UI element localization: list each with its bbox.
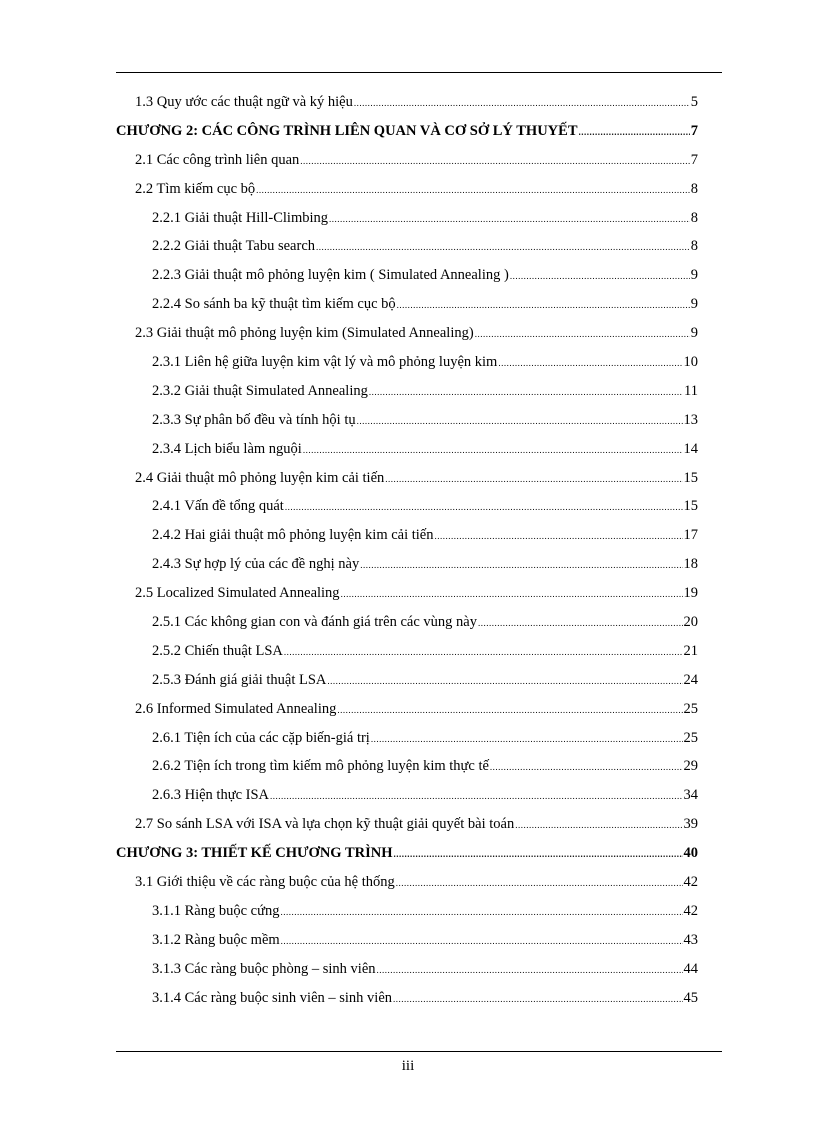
- toc-entry-page: 8: [690, 209, 698, 226]
- toc-entry-page: 10: [683, 354, 698, 371]
- toc-entry-page: 7: [690, 122, 698, 139]
- toc-leader-dots: [515, 820, 682, 830]
- toc-entry-page: 42: [683, 902, 698, 919]
- toc-leader-dots: [385, 474, 682, 484]
- toc-entry-page: 19: [683, 585, 698, 602]
- toc-entry[interactable]: [116, 816, 698, 845]
- toc-entry-page: 21: [683, 642, 698, 659]
- toc-leader-dots: [316, 242, 690, 252]
- toc-entry-title: CHƯƠNG 3: THIẾT KẾ CHƯƠNG TRÌNH: [116, 845, 393, 862]
- toc-entry-page: 25: [683, 729, 698, 746]
- toc-entry-title: 2.2.3 Giải thuật mô phỏng luyện kim ( Simulated Annealing ): [152, 267, 509, 284]
- header-rule: [116, 72, 722, 73]
- page-number: iii: [401, 1058, 415, 1074]
- toc-entry[interactable]: [116, 556, 698, 585]
- toc-entry[interactable]: [116, 961, 698, 990]
- toc-leader-dots: [579, 127, 690, 137]
- toc-entry-title: 2.2.4 So sánh ba kỹ thuật tìm kiếm cục bộ: [152, 296, 396, 313]
- toc-entry[interactable]: [116, 152, 698, 181]
- toc-entry-title: 2.3 Giải thuật mô phỏng luyện kim (Simulated Annealing): [135, 325, 474, 342]
- toc-leader-dots: [281, 936, 683, 946]
- toc-leader-dots: [396, 878, 683, 888]
- toc-entry-page: 42: [683, 874, 698, 891]
- toc-entry-title: 2.6.3 Hiện thực ISA: [152, 787, 269, 804]
- toc-entry-page: 18: [683, 556, 698, 573]
- toc-chapter-entry[interactable]: [116, 845, 698, 874]
- toc-entry-title: 2.7 So sánh LSA với ISA và lựa chọn kỹ thuật giải quyết bài toán: [135, 816, 515, 833]
- toc-leader-dots: [341, 589, 683, 599]
- toc-entry-page: 25: [683, 700, 698, 717]
- toc-leader-dots: [256, 185, 690, 195]
- toc-entry-page: 15: [683, 469, 698, 486]
- toc-entry[interactable]: [116, 412, 698, 441]
- toc-entry-title: 2.5.2 Chiến thuật LSA: [152, 642, 283, 659]
- toc-entry-title: 2.5.3 Đánh giá giải thuật LSA: [152, 671, 327, 688]
- toc-leader-dots: [369, 387, 683, 397]
- toc-entry-title: 3.1.4 Các ràng buộc sinh viên – sinh viên: [152, 989, 393, 1006]
- toc-entry-title: 2.5 Localized Simulated Annealing: [135, 585, 340, 602]
- toc-leader-dots: [478, 618, 683, 628]
- toc-entry-title: 2.2.2 Giải thuật Tabu search: [152, 238, 316, 255]
- toc-entry-title: CHƯƠNG 2: CÁC CÔNG TRÌNH LIÊN QUAN VÀ CƠ SỞ LÝ THUYẾT: [116, 122, 578, 139]
- toc-leader-dots: [435, 531, 683, 541]
- toc-entry-title: 2.4 Giải thuật mô phỏng luyện kim cải tiến: [135, 469, 385, 486]
- toc-entry[interactable]: [116, 296, 698, 325]
- toc-entry-title: 3.1.3 Các ràng buộc phòng – sinh viên: [152, 960, 376, 977]
- toc-entry[interactable]: [116, 441, 698, 470]
- toc-entry[interactable]: [116, 354, 698, 383]
- toc-entry[interactable]: [116, 181, 698, 210]
- toc-entry-page: 45: [683, 989, 698, 1006]
- footer-rule: [116, 1051, 722, 1052]
- toc-entry[interactable]: [116, 990, 698, 1019]
- toc-entry[interactable]: [116, 874, 698, 903]
- toc-entry-page: 7: [690, 151, 698, 168]
- toc-leader-dots: [393, 994, 682, 1004]
- toc-entry-title: 2.2 Tìm kiếm cục bộ: [135, 180, 256, 197]
- toc-entry[interactable]: [116, 238, 698, 267]
- toc-entry-title: 3.1.2 Ràng buộc mềm: [152, 931, 280, 948]
- toc-leader-dots: [270, 791, 683, 801]
- toc-entry-page: 24: [683, 671, 698, 688]
- toc-entry-title: 2.3.3 Sự phân bố đều và tính hội tụ: [152, 411, 356, 428]
- toc-entry-page: 34: [683, 787, 698, 804]
- toc-entry[interactable]: [116, 527, 698, 556]
- toc-entry-page: 8: [690, 238, 698, 255]
- toc-leader-dots: [354, 98, 690, 108]
- toc-entry-page: 39: [683, 816, 698, 833]
- toc-entry[interactable]: [116, 730, 698, 759]
- toc-entry-title: 2.1 Các công trình liên quan: [135, 151, 300, 168]
- toc-entry[interactable]: [116, 325, 698, 354]
- toc-leader-dots: [300, 156, 689, 166]
- toc-chapter-entry[interactable]: [116, 123, 698, 152]
- toc-entry[interactable]: [116, 470, 698, 499]
- toc-entry[interactable]: [116, 932, 698, 961]
- table-of-contents: [116, 94, 698, 1019]
- toc-entry-title: 2.2.1 Giải thuật Hill-Climbing: [152, 209, 329, 226]
- toc-leader-dots: [284, 647, 683, 657]
- toc-entry-title: 2.5.1 Các không gian con và đánh giá trên các vùng này: [152, 614, 477, 631]
- toc-leader-dots: [303, 445, 683, 455]
- toc-entry[interactable]: [116, 267, 698, 296]
- toc-entry-title: 1.3 Quy ước các thuật ngữ và ký hiệu: [135, 94, 353, 110]
- toc-entry-page: 5: [690, 94, 698, 110]
- toc-leader-dots: [490, 762, 683, 772]
- toc-entry-title: 2.3.4 Lịch biểu làm nguội: [152, 440, 302, 457]
- toc-entry[interactable]: [116, 787, 698, 816]
- toc-entry-page: 40: [683, 845, 698, 862]
- toc-entry-page: 44: [683, 960, 698, 977]
- toc-entry-page: 14: [683, 440, 698, 457]
- toc-entry[interactable]: [116, 498, 698, 527]
- toc-entry[interactable]: [116, 643, 698, 672]
- toc-leader-dots: [371, 734, 683, 744]
- toc-leader-dots: [285, 502, 683, 512]
- toc-entry[interactable]: [116, 383, 698, 412]
- toc-leader-dots: [280, 907, 682, 917]
- toc-entry-title: 3.1.1 Ràng buộc cứng: [152, 902, 280, 919]
- toc-leader-dots: [475, 329, 690, 339]
- toc-entry-title: 3.1 Giới thiệu về các ràng buộc của hệ thống: [135, 874, 395, 891]
- toc-entry[interactable]: [116, 672, 698, 701]
- toc-entry-page: 20: [683, 614, 698, 631]
- toc-entry-title: 2.6 Informed Simulated Annealing: [135, 700, 337, 717]
- toc-leader-dots: [498, 358, 682, 368]
- toc-entry[interactable]: [116, 210, 698, 239]
- toc-entry[interactable]: [116, 94, 698, 123]
- toc-leader-dots: [360, 560, 682, 570]
- toc-leader-dots: [329, 214, 690, 224]
- toc-leader-dots: [327, 676, 682, 686]
- toc-entry-title: 2.3.1 Liên hệ giữa luyện kim vật lý và mô phỏng luyện kim: [152, 354, 498, 371]
- toc-leader-dots: [397, 300, 690, 310]
- toc-entry[interactable]: [116, 903, 698, 932]
- toc-leader-dots: [510, 271, 690, 281]
- toc-entry-page: 9: [690, 325, 698, 342]
- toc-entry-title: 2.4.2 Hai giải thuật mô phỏng luyện kim cải tiến: [152, 527, 434, 544]
- toc-leader-dots: [337, 705, 682, 715]
- toc-entry-page: 13: [683, 411, 698, 428]
- toc-entry-title: 2.6.2 Tiện ích trong tìm kiếm mô phỏng luyện kim thực tế: [152, 758, 489, 775]
- toc-entry-page: 9: [690, 267, 698, 284]
- toc-entry-title: 2.4.3 Sự hợp lý của các đề nghị này: [152, 556, 360, 573]
- toc-entry-title: 2.4.1 Vấn đề tổng quát: [152, 498, 284, 515]
- toc-entry[interactable]: [116, 701, 698, 730]
- toc-entry-page: 29: [683, 758, 698, 775]
- toc-entry[interactable]: [116, 758, 698, 787]
- toc-entry-title: 2.3.2 Giải thuật Simulated Annealing: [152, 382, 368, 399]
- toc-leader-dots: [393, 849, 682, 859]
- toc-entry[interactable]: [116, 614, 698, 643]
- toc-entry-page: 15: [683, 498, 698, 515]
- toc-entry[interactable]: [116, 585, 698, 614]
- toc-entry-title: 2.6.1 Tiện ích của các cặp biến-giá trị: [152, 729, 370, 746]
- toc-entry-page: 9: [690, 296, 698, 313]
- toc-leader-dots: [377, 965, 683, 975]
- toc-entry-page: 8: [690, 180, 698, 197]
- toc-entry-page: 17: [683, 527, 698, 544]
- toc-leader-dots: [357, 416, 683, 426]
- toc-entry-page: 11: [684, 382, 698, 399]
- toc-entry-page: 43: [683, 931, 698, 948]
